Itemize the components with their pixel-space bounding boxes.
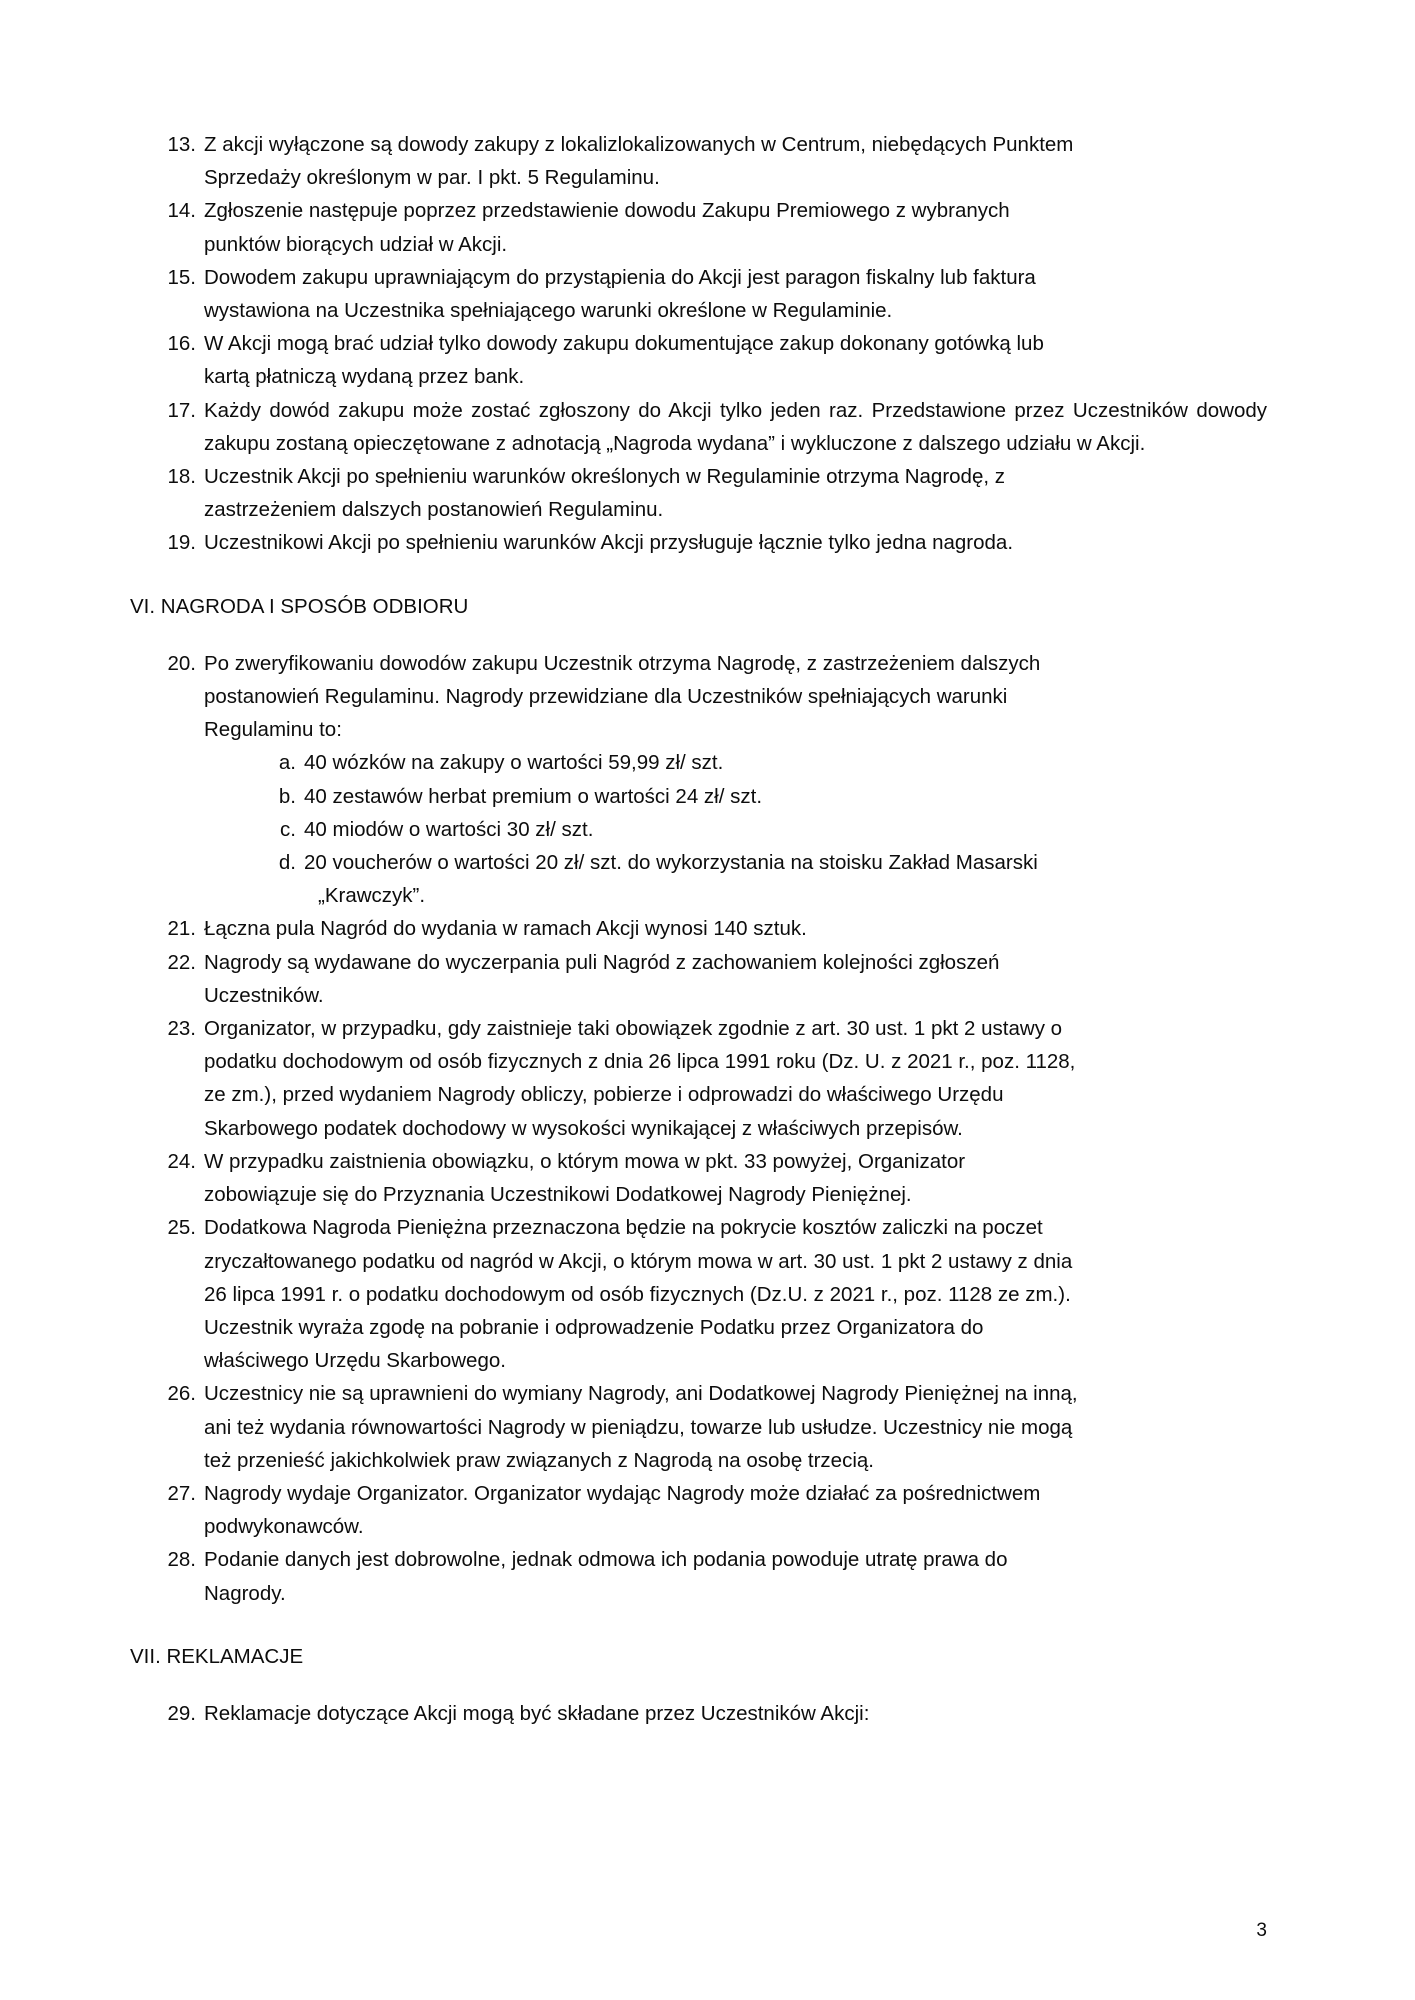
list-item — [158, 912, 1267, 945]
list-item-number: 26. — [167, 1382, 196, 1406]
list-item-line: Uczestników. — [204, 983, 324, 1007]
list-item-number: 18. — [167, 465, 196, 489]
list-item-line: Nagrody. — [204, 1581, 286, 1605]
list-item-line: Uczestnik Akcji po spełnieniu warunków określonych w Regulaminie otrzyma Nagrodę, z — [204, 465, 1006, 489]
list-item-text — [204, 946, 1267, 1012]
list-item-line: Z akcji wyłączone są dowody zakupy z lokalizlokalizowanych w Centrum, niebędących Punktem — [204, 133, 1074, 156]
list-item-line: Nagrody wydaje Organizator. Organizator wydając Nagrody może działać za pośrednictwem — [204, 1481, 1041, 1505]
list-item-number: 14. — [167, 199, 196, 223]
list-item-line: Podanie danych jest dobrowolne, jednak odmowa ich podania powoduje utratę prawa do — [204, 1548, 1008, 1572]
list-item — [158, 261, 1267, 327]
list-item-line: podatku dochodowym od osób fizycznych z dnia 26 lipca 1991 roku (Dz. U. z 2021 r., poz. 1128, — [204, 1050, 1076, 1074]
list-item — [158, 1211, 1267, 1377]
list-item-text: Każdy dowód zakupu może zostać zgłoszony do Akcji tylko jeden raz. Przedstawione przez Uczestników dowody zakupu zostaną opieczętowane z adnotacją „Nagroda wydana” i wykluczone z dalszego udziału w Akcji. — [204, 398, 1267, 455]
list-item — [158, 327, 1267, 393]
list-item-line: też przenieść jakichkolwiek praw związanych z Nagrodą na osobę trzecią. — [204, 1448, 874, 1472]
sub-list-item — [258, 813, 1267, 846]
list-item-line: zastrzeżeniem dalszych postanowień Regulaminu. — [204, 498, 664, 522]
list-item — [158, 1145, 1267, 1211]
list-item-text: Reklamacje dotyczące Akcji mogą być składane przez Uczestników Akcji: — [204, 1701, 870, 1725]
list-item-text — [204, 647, 1267, 747]
list-item-line: W Akcji mogą brać udział tylko dowody zakupu dokumentujące zakup dokonany gotówką lub — [204, 332, 1044, 356]
sub-list-item-text — [304, 846, 1267, 912]
list-item-line: zryczałtowanego podatku od nagród w Akcji, o którym mowa w art. 30 ust. 1 pkt 2 ustawy z dnia — [204, 1249, 1073, 1273]
section-heading-vi: VI. NAGRODA I SPOSÓB ODBIORU — [130, 594, 469, 618]
list-item-line: postanowień Regulaminu. Nagrody przewidziane dla Uczestników spełniających warunki — [204, 685, 1008, 709]
list-item-line: Skarbowego podatek dochodowy w wysokości wynikającej z właściwych przepisów. — [204, 1116, 963, 1140]
section-heading-vii: VII. REKLAMACJE — [130, 1644, 304, 1668]
list-item — [158, 1377, 1267, 1477]
list-item-number: 27. — [167, 1481, 196, 1505]
list-item-line: kartą płatniczą wydaną przez bank. — [204, 365, 525, 389]
list-item — [158, 394, 1267, 460]
list-item-text — [204, 1012, 1267, 1145]
list-item — [158, 1477, 1267, 1543]
list-item — [158, 1012, 1267, 1145]
list-item-text — [204, 1477, 1267, 1543]
sub-list-item-label: d. — [278, 851, 296, 875]
list-item — [158, 647, 1267, 747]
sub-list-item-text: 40 miodów o wartości 30 zł/ szt. — [304, 817, 594, 841]
list-item-line: punktów biorących udział w Akcji. — [204, 232, 508, 256]
list-item-line: Regulaminu to: — [204, 718, 342, 742]
list-item-line: Organizator, w przypadku, gdy zaistnieje taki obowiązek zgodnie z art. 30 ust. 1 pkt 2 ustawy o — [204, 1017, 1063, 1041]
list-item-number: 25. — [167, 1216, 196, 1240]
sub-list-item-line-cont: „Krawczyk”. — [318, 884, 426, 908]
list-item — [158, 1543, 1267, 1609]
list-item — [158, 128, 1267, 194]
list-item — [158, 526, 1267, 559]
list-item-line: Zgłoszenie następuje poprzez przedstawienie dowodu Zakupu Premiowego z wybranych — [204, 199, 1010, 223]
list-item-number: 28. — [167, 1548, 196, 1572]
list-item-line: Uczestnik wyraża zgodę na pobranie i odprowadzenie Podatku przez Organizatora do — [204, 1315, 984, 1339]
sub-list-item-label: c. — [280, 817, 296, 841]
list-item — [158, 460, 1267, 526]
list-item-text — [204, 1377, 1267, 1477]
list-item-line: wystawiona na Uczestnika spełniającego warunki określone w Regulaminie. — [204, 299, 893, 323]
list-item-number: 13. — [167, 133, 196, 156]
list-item-text — [204, 1145, 1267, 1211]
list-item-line: zobowiązuje się do Przyznania Uczestnikowi Dodatkowej Nagrody Pieniężnej. — [204, 1183, 912, 1207]
list-item — [158, 194, 1267, 260]
sub-list — [258, 746, 1267, 912]
list-item-text — [204, 128, 1267, 194]
list-item — [158, 1697, 1267, 1730]
sub-list-item-text: 40 zestawów herbat premium o wartości 24 zł/ szt. — [304, 784, 763, 808]
sub-list-item-line: 20 voucherów o wartości 20 zł/ szt. do wykorzystania na stoisku Zakład Masarski — [304, 851, 1038, 875]
list-item-number: 17. — [167, 398, 196, 422]
list-item-line: właściwego Urzędu Skarbowego. — [204, 1349, 506, 1373]
list-item-line: Uczestnicy nie są uprawnieni do wymiany Nagrody, ani Dodatkowej Nagrody Pieniężnej na inną, — [204, 1382, 1078, 1406]
list-item-number: 16. — [167, 332, 196, 356]
list-item-text — [204, 194, 1267, 260]
list-item-line: podwykonawców. — [204, 1515, 364, 1539]
list-item — [158, 946, 1267, 1012]
list-item-number: 15. — [167, 265, 196, 289]
list-item-text: Uczestnikowi Akcji po spełnieniu warunków Akcji przysługuje łącznie tylko jedna nagroda. — [204, 531, 1014, 555]
list-item-number: 19. — [167, 531, 196, 555]
list-item-line: Po zweryfikowaniu dowodów zakupu Uczestnik otrzyma Nagrodę, z zastrzeżeniem dalszych — [204, 651, 1041, 675]
list-item-number: 20. — [167, 651, 196, 675]
page-number: 3 — [1256, 1920, 1267, 1941]
list-item-text — [204, 460, 1267, 526]
sub-list-item-label: a. — [278, 751, 296, 775]
sub-list-item-text: 40 wózków na zakupy o wartości 59,99 zł/ szt. — [304, 751, 724, 775]
sub-list-item — [258, 746, 1267, 779]
document-body — [130, 128, 1267, 1730]
list-item-line: Sprzedaży określonym w par. I pkt. 5 Regulaminu. — [204, 166, 660, 190]
list-item-text — [204, 327, 1267, 393]
list-item-line: ze zm.), przed wydaniem Nagrody obliczy, pobierze i odprowadzi do właściwego Urzędu — [204, 1083, 1004, 1107]
list-item-line: Dodatkowa Nagroda Pieniężna przeznaczona będzie na pokrycie kosztów zaliczki na poczet — [204, 1216, 1043, 1240]
list-item-number: 21. — [167, 917, 196, 941]
list-item-line: Nagrody są wydawane do wyczerpania puli Nagród z zachowaniem kolejności zgłoszeń — [204, 950, 1000, 974]
list-item-text — [204, 261, 1267, 327]
list-item-number: 22. — [167, 950, 196, 974]
list-item-text: Łączna pula Nagród do wydania w ramach Akcji wynosi 140 sztuk. — [204, 917, 807, 941]
list-item-number: 24. — [167, 1149, 196, 1173]
list-item-line: Dowodem zakupu uprawniającym do przystąpienia do Akcji jest paragon fiskalny lub faktura — [204, 265, 1036, 289]
sub-list-item — [258, 780, 1267, 813]
list-item-number: 29. — [167, 1701, 196, 1725]
list-item-line: W przypadku zaistnienia obowiązku, o którym mowa w pkt. 33 powyżej, Organizator — [204, 1149, 966, 1173]
sub-list-item — [258, 846, 1267, 912]
list-item-text — [204, 1211, 1267, 1377]
sub-list-item-label: b. — [278, 784, 296, 808]
list-item-number: 23. — [167, 1017, 196, 1041]
list-item-line: ani też wydania równowartości Nagrody w pieniądzu, towarze lub usłudze. Uczestnicy nie mogą — [204, 1415, 1073, 1439]
list-item-text — [204, 1543, 1267, 1609]
list-item-line: 26 lipca 1991 r. o podatku dochodowym od osób fizycznych (Dz.U. z 2021 r., poz. 1128 ze zm.). — [204, 1282, 1071, 1306]
